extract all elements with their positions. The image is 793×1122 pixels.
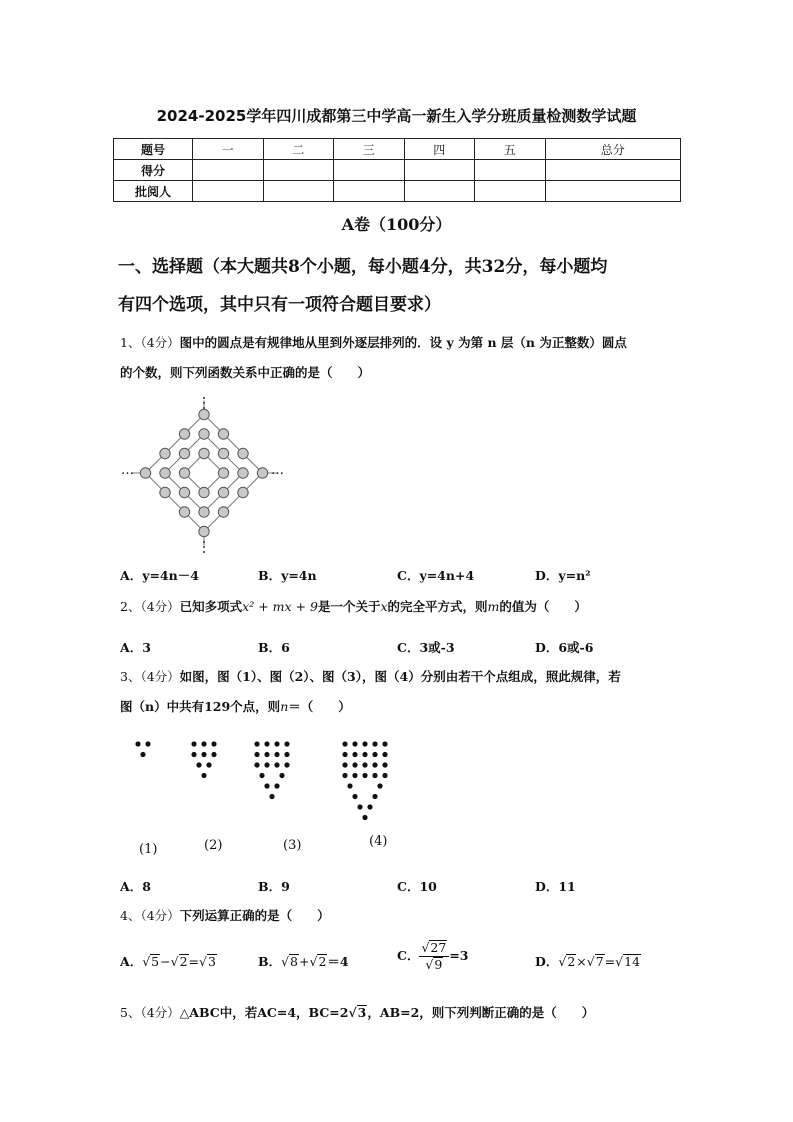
pattern-dot: [342, 762, 347, 767]
q1-ellipsis-left: …: [121, 463, 134, 478]
q3-option-a[interactable]: A．8: [120, 879, 151, 894]
layer-dot: [160, 468, 170, 478]
q1-option-c[interactable]: C．y=4n+4: [397, 568, 475, 583]
ellipsis-dot: [203, 407, 205, 409]
pattern-dot: [279, 773, 284, 778]
pattern-dot: [352, 773, 357, 778]
pattern-dot: [191, 752, 196, 757]
layer-dot: [199, 526, 209, 536]
q3-figure: [130, 732, 420, 832]
q4-option-a[interactable]: A．√5−√2=√3: [120, 954, 216, 969]
q4-option-b[interactable]: B．√8+√2＝4: [258, 954, 349, 969]
q5-number: 5、（4分）: [120, 1005, 180, 1020]
pattern-dot: [352, 762, 357, 767]
q2-option-c[interactable]: C．3或-3: [397, 640, 455, 655]
layer-dot: [140, 468, 150, 478]
q1-line2: 的个数，则下列函数关系中正确的是（ ）: [120, 365, 371, 380]
q1-number: 1、（4分）: [120, 335, 180, 350]
layer-dot: [218, 507, 228, 517]
pattern-dot: [352, 794, 357, 799]
layer-dot: [218, 487, 228, 497]
layer-dot: [160, 448, 170, 458]
layer-dot: [218, 448, 228, 458]
score-table-header-cell: 总分: [545, 139, 681, 160]
q3-line1: 3、（4分）如图，图（1）、图（2）、图（3），图（4）分别由若干个点组成，照此规律，若: [120, 669, 621, 684]
layer-dot: [179, 487, 189, 497]
q2-option-d[interactable]: D．6或-6: [535, 640, 594, 655]
pattern-dot: [196, 762, 201, 767]
pattern-dot: [206, 762, 211, 767]
pattern-dot: [362, 752, 367, 757]
pattern-dot: [382, 752, 387, 757]
pattern-dot: [264, 783, 269, 788]
triangular-dots-figure: [130, 732, 420, 832]
q3-label-3: (3): [283, 838, 302, 853]
pattern-dot: [362, 815, 367, 820]
ellipsis-dot: [203, 402, 205, 404]
page-title: 2024-2025学年四川成都第三中学高一新生入学分班质量检测数学试题: [156, 107, 637, 125]
pattern-dot: [352, 741, 357, 746]
q1-option-a[interactable]: A．y=4n－4: [120, 568, 199, 583]
q3-line2: 图（n）中共有129个点，则n＝（ ）: [120, 699, 351, 714]
q4-option-c[interactable]: C． $\frac{√27}{√9}$ =3: [397, 940, 469, 972]
pattern-dot: [269, 794, 274, 799]
layer-outline: [165, 434, 243, 512]
pattern-dot: [377, 783, 382, 788]
score-table: [113, 138, 681, 202]
q2-line: 2、（4分）已知多项式x² + mx + 9是一个关于x的完全平方式，则m的值为（ ）: [120, 599, 587, 614]
q5-line: 5、（4分）△ABC中，若AC=4，BC=2√3，AB=2，则下列判断正确的是（ ）: [120, 1005, 595, 1020]
pattern-dot: [347, 783, 352, 788]
layer-dot: [238, 468, 248, 478]
q3-option-c[interactable]: C．10: [397, 879, 437, 894]
pattern-dot: [382, 741, 387, 746]
ellipsis-dot: [203, 546, 205, 548]
pattern-dot: [135, 741, 140, 746]
pattern-dot: [284, 741, 289, 746]
q3-label-2: (2): [204, 838, 223, 853]
section1-line1: 一、选择题（本大题共8个小题，每小题4分，共32分，每小题均: [118, 257, 608, 277]
pattern-dot: [264, 752, 269, 757]
pattern-dot: [284, 762, 289, 767]
q3-option-b[interactable]: B．9: [258, 879, 290, 894]
pattern-dot: [259, 773, 264, 778]
pattern-dot: [254, 741, 259, 746]
q1-option-d[interactable]: D．y=n²: [535, 568, 591, 583]
layer-dot: [238, 487, 248, 497]
q3-label-4: (4): [369, 834, 388, 849]
pattern-dot: [382, 762, 387, 767]
pattern-dot: [201, 773, 206, 778]
pattern-dot: [372, 752, 377, 757]
layer-dot: [218, 468, 228, 478]
layer-dot: [179, 429, 189, 439]
layer-dot: [238, 448, 248, 458]
pattern-dot: [357, 804, 362, 809]
pattern-dot: [274, 762, 279, 767]
q2-expression: x² + mx + 9: [242, 599, 318, 614]
layer-dot: [218, 429, 228, 439]
pattern-dot: [264, 741, 269, 746]
pattern-dot: [211, 741, 216, 746]
pattern-dot: [145, 741, 150, 746]
q3-number: 3、（4分）: [120, 669, 180, 684]
score-table-header-cell: 五: [475, 139, 546, 160]
pattern-dot: [372, 762, 377, 767]
q4-number: 4、（4分）: [120, 908, 180, 923]
ellipsis-dot: [203, 551, 205, 553]
q4-option-d[interactable]: D．√2×√7=√14: [535, 954, 641, 969]
layer-dot: [179, 448, 189, 458]
score-table-row: [114, 160, 681, 181]
pattern-dot: [254, 762, 259, 767]
pattern-dot: [372, 773, 377, 778]
pattern-dot: [352, 752, 357, 757]
pattern-dot: [382, 773, 387, 778]
pattern-dot: [284, 752, 289, 757]
q2-number: 2、（4分）: [120, 599, 180, 614]
q1-option-b[interactable]: B．y=4n: [258, 568, 317, 583]
score-table-header-cell: 题号: [114, 139, 193, 160]
pattern-dot: [274, 783, 279, 788]
q2-option-b[interactable]: B．6: [258, 640, 290, 655]
q1-figure: [118, 392, 293, 554]
pattern-dot: [201, 741, 206, 746]
q4-fraction: $\frac{√27}{√9}$: [419, 940, 449, 973]
pattern-dot: [362, 762, 367, 767]
pattern-dot: [362, 741, 367, 746]
pattern-dot: [342, 752, 347, 757]
ellipsis-dot: [203, 541, 205, 543]
score-table-header-cell: 二: [263, 139, 334, 160]
score-table-row-label: 批阅人: [114, 181, 193, 202]
pattern-dot: [254, 752, 259, 757]
score-table-row: [114, 181, 681, 202]
layer-dot: [199, 487, 209, 497]
score-table-header-cell: 一: [193, 139, 264, 160]
pattern-dot: [367, 804, 372, 809]
pattern-dot: [191, 741, 196, 746]
pattern-dot: [342, 741, 347, 746]
layer-dot: [257, 468, 267, 478]
q1-ellipsis-right: …: [271, 463, 284, 478]
pattern-dot: [342, 773, 347, 778]
section1-line2: 有四个选项，其中只有一项符合题目要求）: [118, 295, 441, 315]
pattern-dot: [201, 752, 206, 757]
q1-text: 图中的圆点是有规律地从里到外逐层排列的．设 y 为第 n 层（n 为正整数）圆点: [179, 335, 627, 350]
q2-option-a[interactable]: A．3: [120, 640, 151, 655]
pattern-dot: [372, 794, 377, 799]
score-table-header-cell: 四: [404, 139, 475, 160]
pattern-dot: [274, 752, 279, 757]
q3-label-1: (1): [139, 842, 158, 857]
layer-dot: [160, 487, 170, 497]
pattern-dot: [140, 752, 145, 757]
ellipsis-dot: [203, 397, 205, 399]
pattern-dot: [211, 752, 216, 757]
layer-dot: [179, 507, 189, 517]
layer-dot: [179, 468, 189, 478]
q1-line1: [120, 328, 680, 358]
q3-option-d[interactable]: D．11: [535, 879, 576, 894]
section-a-heading: A卷（100分）: [341, 215, 452, 234]
layer-dot: [199, 448, 209, 458]
score-table-row-label: 得分: [114, 160, 193, 181]
pattern-dot: [362, 773, 367, 778]
pattern-dot: [372, 741, 377, 746]
pattern-dot: [274, 741, 279, 746]
score-table-header-row: [114, 139, 681, 160]
q4-line: 4、（4分）下列运算正确的是（ ）: [120, 908, 330, 923]
layer-outline: [185, 454, 224, 493]
concentric-diamond-dots-figure: [118, 392, 293, 554]
score-table-header-cell: 三: [334, 139, 405, 160]
layer-dot: [199, 429, 209, 439]
layer-dot: [199, 409, 209, 419]
layer-dot: [199, 507, 209, 517]
pattern-dot: [264, 762, 269, 767]
